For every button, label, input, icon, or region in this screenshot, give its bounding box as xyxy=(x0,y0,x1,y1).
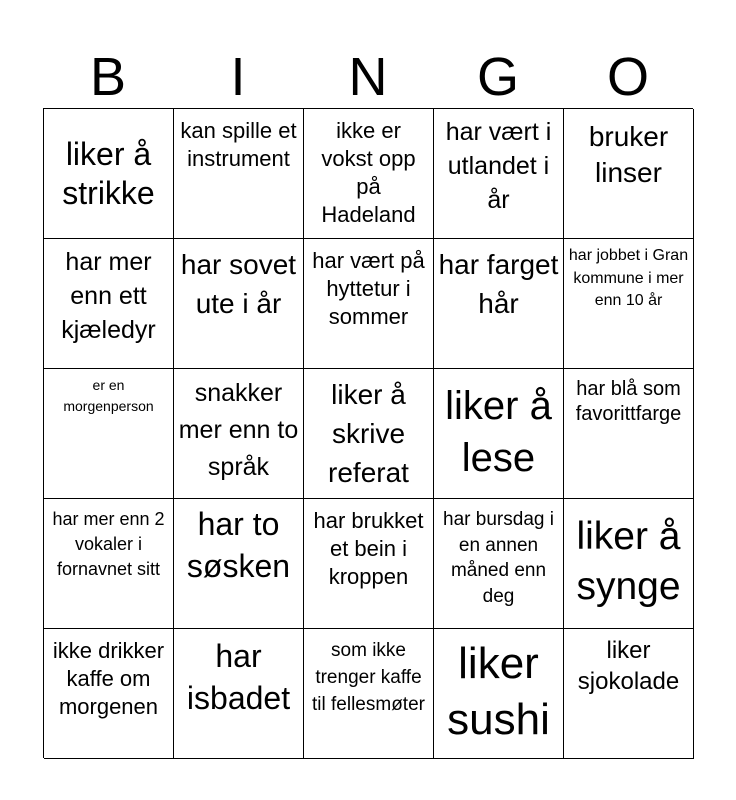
bingo-cell[interactable] xyxy=(564,629,694,759)
bingo-cell-text: liker å skrive referat xyxy=(328,379,409,488)
bingo-cell-text: har blå som favorittfarge xyxy=(575,378,682,425)
bingo-cell[interactable] xyxy=(434,499,564,629)
bingo-cell-text: snakker mer enn to språk xyxy=(178,379,299,481)
bingo-cell-text: har sovet ute i år xyxy=(180,249,297,319)
bingo-cell[interactable] xyxy=(434,629,564,759)
bingo-cell-text: har to søsken xyxy=(186,506,291,584)
bingo-cell[interactable] xyxy=(564,369,694,499)
bingo-cell[interactable] xyxy=(174,499,304,629)
bingo-cell[interactable] xyxy=(174,109,304,239)
bingo-cell[interactable] xyxy=(304,109,434,239)
bingo-cell-text: liker sjokolade xyxy=(577,637,680,695)
bingo-cell-text: som ikke trenger kaffe til fellesmøter xyxy=(312,640,425,715)
bingo-cell[interactable] xyxy=(44,369,174,499)
bingo-cell[interactable] xyxy=(564,499,694,629)
bingo-cell-text: har mer enn ett kjæledyr xyxy=(61,248,156,344)
bingo-cell[interactable] xyxy=(564,109,694,239)
bingo-cell[interactable] xyxy=(304,239,434,369)
bingo-cell[interactable] xyxy=(434,239,564,369)
bingo-cell[interactable] xyxy=(44,109,174,239)
header-letter-n: N xyxy=(348,47,388,107)
bingo-cell-text: bruker linser xyxy=(588,121,669,188)
bingo-cell[interactable] xyxy=(434,369,564,499)
bingo-cell[interactable] xyxy=(44,499,174,629)
bingo-cell-text: har brukket et bein i kroppen xyxy=(313,508,424,589)
bingo-cell-text: har mer enn 2 vokaler i fornavnet sitt xyxy=(52,509,165,579)
header-letter-o: O xyxy=(606,47,649,107)
bingo-cell-text: har isbadet xyxy=(186,638,291,716)
bingo-cell-text: har bursdag i en annen måned enn deg xyxy=(443,509,554,607)
bingo-cell-text: har jobbet i Gran kommune i mer enn 10 år xyxy=(568,247,689,309)
bingo-cell-text: kan spille et instrument xyxy=(180,118,297,171)
bingo-cell[interactable] xyxy=(174,369,304,499)
bingo-cell[interactable] xyxy=(44,629,174,759)
header-letter-b: B xyxy=(89,47,127,107)
bingo-cell-text: har vært i utlandet i år xyxy=(445,118,552,214)
bingo-cell[interactable] xyxy=(564,239,694,369)
bingo-cell-text: har farget hår xyxy=(438,249,559,319)
bingo-cell-text: ikke er vokst opp på Hadeland xyxy=(321,118,416,227)
bingo-cell[interactable] xyxy=(174,239,304,369)
bingo-cell[interactable] xyxy=(304,629,434,759)
bingo-cell-text: liker å strikke xyxy=(62,135,155,211)
bingo-cell[interactable] xyxy=(304,499,434,629)
bingo-cell[interactable] xyxy=(434,109,564,239)
bingo-header xyxy=(43,40,693,108)
header-letter-g: G xyxy=(476,47,519,107)
bingo-cell[interactable] xyxy=(304,369,434,499)
bingo-cell-text: liker å lese xyxy=(445,383,552,480)
bingo-cell-text: er en morgenperson xyxy=(63,377,154,414)
header-letter-i: I xyxy=(230,47,246,107)
bingo-cell-text: har vært på hyttetur i sommer xyxy=(312,248,425,329)
bingo-cell-text: ikke drikker kaffe om morgenen xyxy=(52,638,165,719)
bingo-cell-text: liker sushi xyxy=(447,638,550,744)
bingo-cell[interactable] xyxy=(174,629,304,759)
bingo-cell-text: liker å synge xyxy=(576,514,681,608)
bingo-cell[interactable] xyxy=(44,239,174,369)
bingo-board xyxy=(43,108,693,758)
